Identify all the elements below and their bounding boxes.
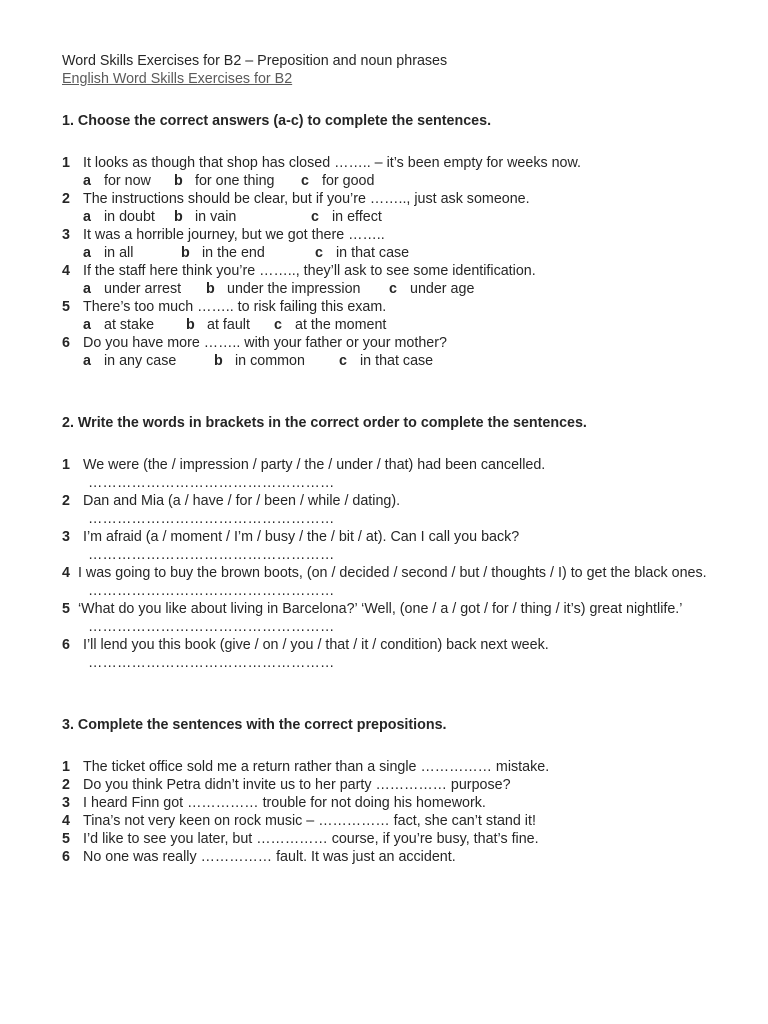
question-number: 1: [62, 155, 70, 171]
question-number: 5: [62, 299, 70, 315]
question-number: 1: [62, 457, 70, 473]
question-text: The instructions should be clear, but if you’re …….., just ask someone.: [83, 191, 530, 207]
question-text: I’m afraid (a / moment / I’m / busy / the / bit / at). Can I call you back?: [83, 529, 520, 545]
question-5: [62, 600, 728, 636]
question-2: [62, 492, 728, 528]
answer-options: [62, 316, 728, 334]
option-c[interactable]: c in that case: [315, 245, 410, 261]
question-text: The ticket office sold me a return rather than a single …………… mistake.: [83, 759, 550, 775]
option-b[interactable]: b under the impression: [206, 281, 361, 297]
question-number: 4: [62, 263, 70, 279]
option-c[interactable]: c at the moment: [274, 317, 387, 333]
answer-options: [62, 352, 728, 370]
option-b[interactable]: b at fault: [186, 317, 250, 333]
question-text: I heard Finn got …………… trouble for not doing his homework.: [83, 795, 486, 811]
question-6: [62, 334, 728, 370]
question-number: 3: [62, 529, 70, 545]
question-number: 3: [62, 795, 70, 811]
question-text: No one was really …………… fault. It was just an accident.: [83, 849, 456, 865]
answer-line[interactable]: ……………………………………………: [88, 655, 335, 671]
answer-line[interactable]: ……………………………………………: [88, 475, 335, 491]
section-2: [62, 414, 728, 672]
option-b[interactable]: b in the end: [181, 245, 265, 261]
question-1[interactable]: [62, 758, 728, 776]
question-1: [62, 154, 728, 190]
answer-line[interactable]: ……………………………………………: [88, 547, 335, 563]
answer-options: [62, 244, 728, 262]
option-b[interactable]: b for one thing: [174, 173, 275, 189]
question-text: Dan and Mia (a / have / for / been / while / dating).: [83, 493, 401, 509]
option-a[interactable]: a in any case: [83, 353, 177, 369]
question-number: 4: [62, 565, 70, 581]
source-link[interactable]: English Word Skills Exercises for B2: [62, 71, 293, 87]
answer-line[interactable]: ……………………………………………: [88, 583, 335, 599]
question-6[interactable]: [62, 848, 728, 866]
question-number: 1: [62, 759, 70, 775]
question-text: I’d like to see you later, but …………… course, if you’re busy, that’s fine.: [83, 831, 539, 847]
question-3: [62, 226, 728, 262]
option-c[interactable]: c for good: [301, 173, 375, 189]
document-title: Word Skills Exercises for B2 – Preposition and noun phrases: [62, 53, 448, 69]
question-text: It looks as though that shop has closed …….. – it’s been empty for weeks now.: [83, 155, 582, 171]
question-4[interactable]: [62, 812, 728, 830]
question-number: 5: [62, 831, 70, 847]
section-3: [62, 716, 728, 866]
option-a[interactable]: a at stake: [83, 317, 155, 333]
section-3-heading: 3. Complete the sentences with the correct prepositions.: [62, 717, 447, 733]
question-number: 6: [62, 335, 70, 351]
option-c[interactable]: c in effect: [311, 209, 382, 225]
question-text: Tina’s not very keen on rock music – …………… fact, she can’t stand it!: [83, 813, 536, 829]
option-a[interactable]: a in doubt: [83, 209, 155, 225]
question-text: There’s too much …….. to risk failing this exam.: [83, 299, 387, 315]
option-a[interactable]: a for now: [83, 173, 151, 189]
question-text: Do you have more …….. with your father or your mother?: [83, 335, 447, 351]
question-number: 2: [62, 777, 70, 793]
answer-line[interactable]: ……………………………………………: [88, 511, 335, 527]
question-3[interactable]: [62, 794, 728, 812]
option-b[interactable]: b in vain: [174, 209, 237, 225]
option-c[interactable]: c in that case: [339, 353, 434, 369]
section-1: [62, 112, 728, 370]
question-number: 6: [62, 849, 70, 865]
option-c[interactable]: c under age: [389, 281, 475, 297]
question-number: 4: [62, 813, 70, 829]
question-number: 3: [62, 227, 70, 243]
section-1-heading: 1. Choose the correct answers (a-c) to complete the sentences.: [62, 113, 492, 129]
question-text: ‘What do you like about living in Barcelona?’ ‘Well, (one / a / got / for / thing / it’s) great nightlife.’: [77, 601, 683, 617]
question-text: I was going to buy the brown boots, (on / decided / second / but / thoughts / I) to get the black ones.: [77, 565, 707, 581]
question-3: [62, 528, 728, 564]
option-a[interactable]: a under arrest: [83, 281, 182, 297]
answer-line[interactable]: ……………………………………………: [88, 619, 335, 635]
question-number: 2: [62, 191, 70, 207]
question-2[interactable]: [62, 776, 728, 794]
question-text: Do you think Petra didn’t invite us to her party …………… purpose?: [83, 777, 511, 793]
section-2-heading: 2. Write the words in brackets in the correct order to complete the sentences.: [62, 415, 587, 431]
question-5[interactable]: [62, 830, 728, 848]
question-text: If the staff here think you’re …….., they’ll ask to see some identification.: [83, 263, 536, 279]
question-2: [62, 190, 728, 226]
question-6: [62, 636, 728, 672]
option-a[interactable]: a in all: [83, 245, 134, 261]
answer-options: [62, 208, 728, 226]
question-1: [62, 456, 728, 492]
answer-options: [62, 280, 728, 298]
question-number: 2: [62, 493, 70, 509]
question-number: 6: [62, 637, 70, 653]
question-4: [62, 564, 728, 600]
question-4: [62, 262, 728, 298]
answer-options: [62, 172, 728, 190]
question-text: It was a horrible journey, but we got there ……..: [83, 227, 385, 243]
question-5: [62, 298, 728, 334]
question-text: We were (the / impression / party / the / under / that) had been cancelled.: [83, 457, 546, 473]
option-b[interactable]: b in common: [214, 353, 305, 369]
question-number: 5: [62, 601, 70, 617]
question-text: I’ll lend you this book (give / on / you / that / it / condition) back next week.: [83, 637, 549, 653]
